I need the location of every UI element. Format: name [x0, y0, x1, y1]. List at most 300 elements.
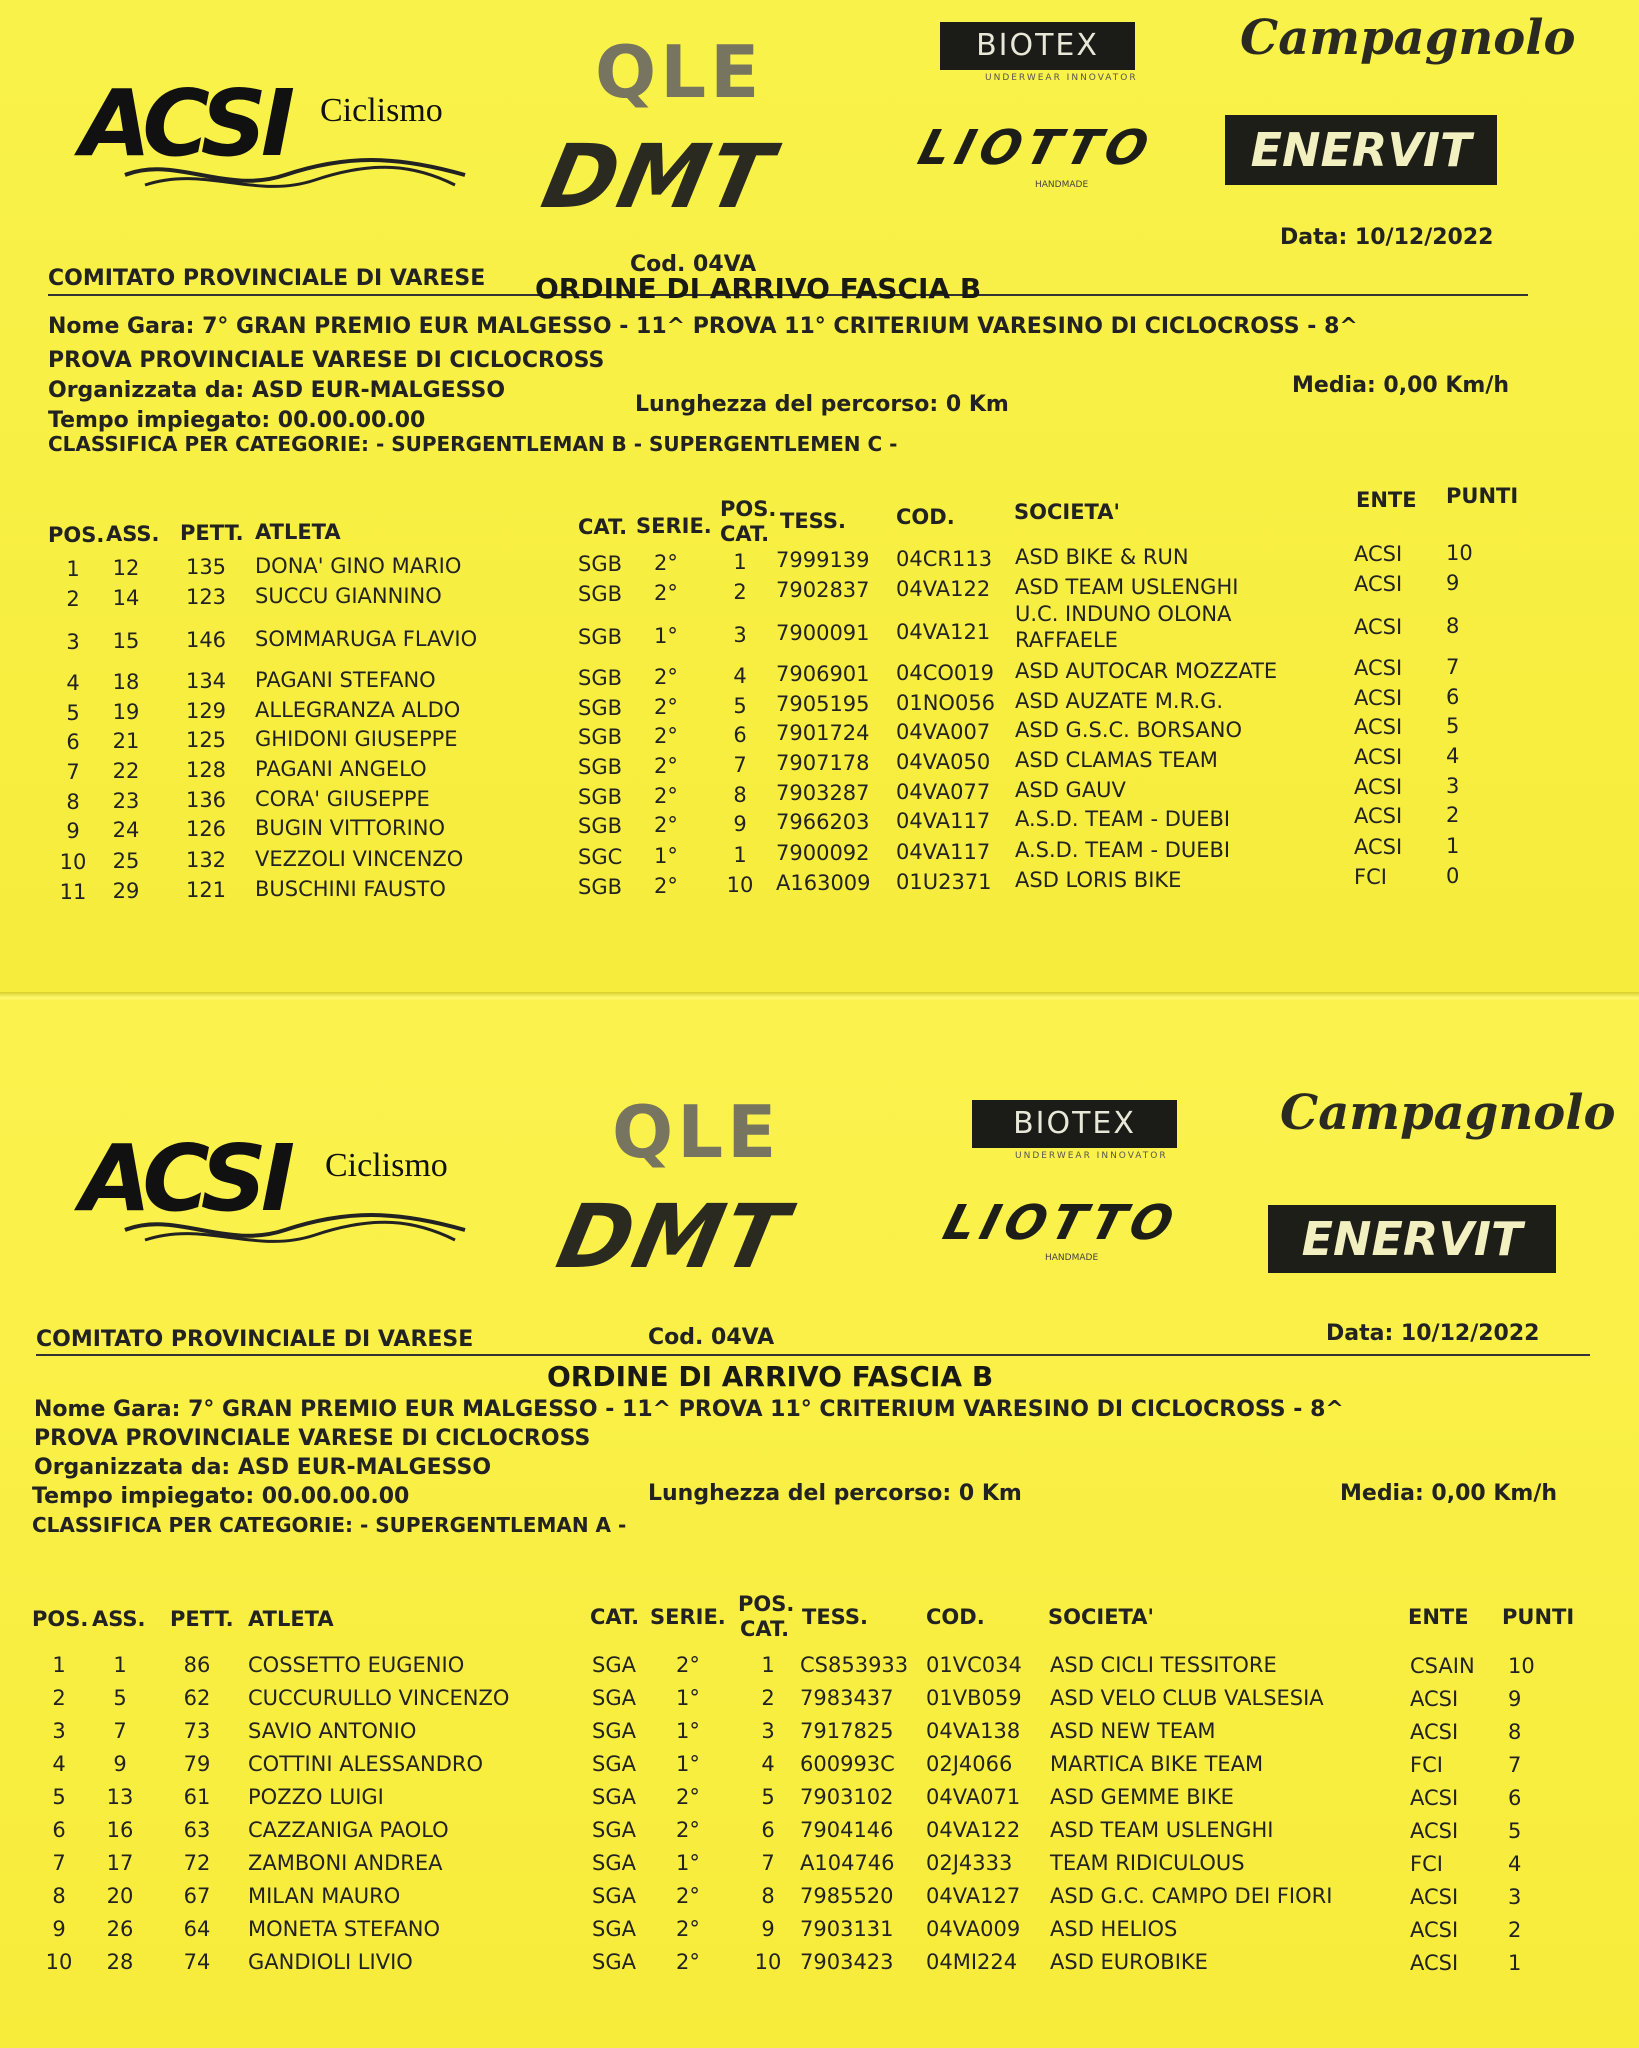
dmt-logo: DMT [534, 125, 783, 228]
cell-tess: 7999139 [776, 548, 870, 572]
table-row [0, 1917, 1639, 1947]
cell-cod: 04VA122 [896, 577, 991, 601]
cell-cod: 04VA077 [896, 780, 991, 804]
col-pos: POS. [48, 523, 105, 547]
cell-ente: ACSI [1354, 656, 1403, 680]
cell-atleta: SUCCU GIANNINO [255, 584, 442, 608]
cell-tess: 600993C [800, 1752, 895, 1776]
cell-tess: 7904146 [800, 1818, 894, 1842]
cell-tess: 7985520 [800, 1884, 894, 1908]
cell-poscat: 10 [754, 1950, 782, 1974]
cell-pos: 10 [45, 1950, 73, 1974]
date-label: Data: 10/12/2022 [1326, 1321, 1540, 1346]
cell-punti: 7 [1508, 1753, 1522, 1777]
cell-cod: 01NO056 [896, 691, 996, 715]
cell-cat: SGA [592, 1851, 636, 1875]
cell-ass: 25 [112, 849, 140, 873]
cell-punti: 7 [1446, 655, 1460, 679]
length-label: Lunghezza del percorso: 0 Km [648, 1481, 1022, 1506]
cell-cod: 04VA050 [896, 750, 991, 774]
cell-serie: 1° [676, 1719, 700, 1743]
cell-societa: ASD TEAM USLENGHI [1015, 575, 1239, 599]
col-cod: COD. [896, 505, 955, 529]
col-tess: TESS. [780, 509, 846, 533]
cell-cat: SGA [592, 1950, 636, 1974]
cell-ass: 13 [106, 1785, 134, 1809]
cell-punti: 0 [1446, 864, 1460, 888]
cell-atleta: SAVIO ANTONIO [248, 1719, 417, 1743]
cell-ente: ACSI [1354, 835, 1403, 859]
date-label: Data: 10/12/2022 [1280, 225, 1494, 250]
cell-serie: 2° [676, 1884, 700, 1908]
cell-poscat: 2 [761, 1686, 775, 1710]
cell-tess: A163009 [776, 871, 871, 895]
enervit-logo: ENERVIT [1225, 115, 1497, 185]
cell-tess: 7907178 [776, 751, 870, 775]
cell-punti: 1 [1446, 834, 1460, 858]
header-rule [36, 1354, 1590, 1356]
race-name-line1: Nome Gara: 7° GRAN PREMIO EUR MALGESSO - 11^ PROVA 11° CRITERIUM VARESINO DI CICLOCROSS - 8^ [48, 314, 1358, 339]
col-poscat-1: POS. [738, 1592, 795, 1616]
cell-ass: 21 [112, 729, 140, 753]
cell-serie: 1° [654, 624, 678, 648]
cell-atleta: BUGIN VITTORINO [255, 816, 446, 840]
cell-serie: 2° [676, 1950, 700, 1974]
col-poscat-2: CAT. [740, 1617, 790, 1641]
cell-poscat: 2 [733, 580, 747, 604]
cell-punti: 1 [1508, 1951, 1522, 1975]
cell-tess: 7966203 [776, 810, 870, 834]
table-row [0, 571, 1639, 611]
cell-serie: 1° [654, 844, 678, 868]
cell-cod: 04VA007 [896, 720, 991, 744]
cell-ente: ACSI [1354, 715, 1403, 739]
cell-cat: SGB [578, 785, 623, 809]
col-pos: POS. [32, 1607, 89, 1631]
cell-pett: 128 [185, 758, 227, 782]
cell-pett: 64 [183, 1917, 211, 1941]
cell-pett: 123 [185, 585, 227, 609]
cell-poscat: 1 [733, 843, 747, 867]
cell-ente: ACSI [1354, 775, 1403, 799]
cell-societa: ASD HELIOS [1050, 1917, 1178, 1941]
average-speed-label: Media: 0,00 Km/h [1292, 373, 1510, 398]
cell-cod: 02J4066 [926, 1752, 1013, 1776]
cell-ente: ACSI [1354, 542, 1403, 566]
cell-pos: 7 [52, 1851, 66, 1875]
cell-atleta: POZZO LUIGI [248, 1785, 384, 1809]
cell-serie: 2° [654, 754, 678, 778]
cod-label: Cod. 04VA [630, 252, 757, 277]
cell-cat: SGA [592, 1653, 636, 1677]
cell-pett: 86 [183, 1653, 211, 1677]
cell-ente: ACSI [1410, 1819, 1459, 1843]
cell-pos: 9 [52, 1917, 66, 1941]
col-cat: CAT. [578, 515, 628, 539]
table-row [0, 1785, 1639, 1815]
cell-societa: U.C. INDUNO OLONA [1015, 602, 1232, 626]
cell-societa: ASD CLAMAS TEAM [1015, 748, 1218, 772]
cell-punti: 9 [1508, 1687, 1522, 1711]
cell-serie: 1° [676, 1752, 700, 1776]
table-row [0, 1719, 1639, 1749]
category-classification-label: CLASSIFICA PER CATEGORIE: - SUPERGENTLEMAN A - [32, 1513, 627, 1537]
cell-tess: 7901724 [776, 721, 870, 745]
cell-ente: ACSI [1410, 1786, 1459, 1810]
cell-cat: SGB [578, 625, 623, 649]
cell-cat: SGB [578, 666, 623, 690]
cell-punti: 10 [1446, 541, 1473, 565]
cell-pett: 129 [185, 699, 227, 723]
cell-punti: 6 [1446, 685, 1460, 709]
cell-pos: 1 [52, 1653, 66, 1677]
cell-pett: 62 [183, 1686, 211, 1710]
cell-atleta: MILAN MAURO [248, 1884, 401, 1908]
cell-ente: ACSI [1410, 1720, 1459, 1744]
cell-ass: 19 [112, 700, 140, 724]
cell-punti: 8 [1508, 1720, 1522, 1744]
cell-tess: A104746 [800, 1851, 895, 1875]
cell-ente: ACSI [1354, 572, 1403, 596]
time-label: Tempo impiegato: 00.00.00.00 [48, 408, 426, 433]
ale-logo: QLE [595, 30, 764, 114]
cell-societa: ASD BIKE & RUN [1015, 545, 1189, 569]
cell-pett: 126 [185, 817, 227, 841]
col-serie: SERIE. [636, 514, 712, 538]
cell-tess: 7905195 [776, 692, 870, 716]
cell-atleta: PAGANI STEFANO [255, 668, 436, 692]
col-punti: PUNTI [1446, 484, 1519, 508]
cell-serie: 2° [676, 1917, 700, 1941]
col-pett: PETT. [170, 1607, 234, 1631]
cell-punti: 2 [1508, 1918, 1522, 1942]
cell-cod: 01VB059 [926, 1686, 1022, 1710]
cell-atleta: BUSCHINI FAUSTO [255, 877, 446, 901]
cell-ente: CSAIN [1410, 1654, 1475, 1678]
cell-pett: 79 [183, 1752, 211, 1776]
cell-serie: 2° [654, 695, 678, 719]
col-serie: SERIE. [650, 1605, 726, 1629]
cell-serie: 2° [676, 1653, 700, 1677]
cell-pett: 73 [183, 1719, 211, 1743]
biotex-logo: BIOTEX [940, 22, 1135, 70]
cell-punti: 6 [1508, 1786, 1522, 1810]
col-ente: ENTE [1408, 1605, 1469, 1629]
col-atleta: ATLETA [248, 1607, 334, 1631]
cell-cod: 04VA117 [896, 840, 991, 864]
cell-cod: 04VA122 [926, 1818, 1021, 1842]
cell-poscat: 5 [761, 1785, 775, 1809]
cell-ente: ACSI [1410, 1951, 1459, 1975]
comitato-label: COMITATO PROVINCIALE DI VARESE [36, 1327, 474, 1352]
table-row [0, 1653, 1639, 1683]
cell-pos: 8 [52, 1884, 66, 1908]
cell-cat: SGB [578, 875, 623, 899]
cell-societa: ASD VELO CLUB VALSESIA [1050, 1686, 1324, 1710]
cell-ass: 23 [112, 789, 140, 813]
cell-cod: 04VA138 [926, 1719, 1021, 1743]
cell-ass: 18 [112, 670, 140, 694]
cell-cod: 02J4333 [926, 1851, 1013, 1875]
cell-cod: 04CO019 [896, 661, 994, 685]
cell-ass: 20 [106, 1884, 134, 1908]
cell-poscat: 10 [726, 873, 754, 897]
cell-cat: SGB [578, 552, 623, 576]
cell-atleta: SOMMARUGA FLAVIO [255, 627, 478, 651]
cell-pos: 4 [52, 1752, 66, 1776]
cell-punti: 3 [1508, 1885, 1522, 1909]
cell-pett: 74 [183, 1950, 211, 1974]
cell-cat: SGA [592, 1752, 636, 1776]
cell-cat: SGA [592, 1785, 636, 1809]
cell-atleta: MONETA STEFANO [248, 1917, 441, 1941]
cell-cod: 04CR113 [896, 547, 993, 571]
cell-serie: 2° [676, 1785, 700, 1809]
cell-pos: 5 [52, 1785, 66, 1809]
cell-cat: SGA [592, 1686, 636, 1710]
cell-ass: 15 [112, 629, 140, 653]
cell-societa: ASD AUTOCAR MOZZATE [1015, 659, 1278, 683]
cell-cat: SGA [592, 1884, 636, 1908]
cell-cod: 04VA071 [926, 1785, 1021, 1809]
cell-tess: 7903131 [800, 1917, 894, 1941]
cell-societa: ASD G.C. CAMPO DEI FIORI [1050, 1884, 1333, 1908]
cell-tess: 7906901 [776, 662, 870, 686]
campagnolo-logo: Campagnolo [1240, 10, 1576, 66]
cell-atleta: COSSETTO EUGENIO [248, 1653, 465, 1677]
cell-serie: 2° [654, 551, 678, 575]
cell-punti: 2 [1446, 803, 1460, 827]
cell-societa: A.S.D. TEAM - DUEBI [1015, 838, 1231, 862]
cell-cat: SGC [578, 845, 623, 869]
cell-pett: 61 [183, 1785, 211, 1809]
cell-tess: 7983437 [800, 1686, 894, 1710]
cell-cod: 01U2371 [896, 870, 992, 894]
cell-ente: FCI [1410, 1852, 1443, 1876]
table-row [0, 864, 1639, 904]
cell-ente: FCI [1410, 1753, 1443, 1777]
col-cat: CAT. [590, 1605, 640, 1629]
col-tess: TESS. [802, 1605, 868, 1629]
cell-pett: 121 [185, 878, 227, 902]
cell-poscat: 6 [761, 1818, 775, 1842]
cell-poscat: 6 [733, 723, 747, 747]
cell-cod: 04VA009 [926, 1917, 1021, 1941]
cell-punti: 10 [1508, 1654, 1535, 1678]
table-row [0, 1752, 1639, 1782]
table-row [0, 602, 1639, 654]
cell-poscat: 5 [733, 694, 747, 718]
cell-pos: 3 [52, 1719, 66, 1743]
cell-tess: 7900092 [776, 841, 870, 865]
cell-cod: 04MI224 [926, 1950, 1018, 1974]
cell-pos: 2 [52, 1686, 66, 1710]
cell-pos: 10 [59, 850, 87, 874]
cell-tess: 7917825 [800, 1719, 894, 1743]
cell-atleta: COTTINI ALESSANDRO [248, 1752, 483, 1776]
cell-pos: 5 [66, 701, 80, 725]
cell-poscat: 9 [761, 1917, 775, 1941]
cell-ente: ACSI [1410, 1885, 1459, 1909]
organizer-label: Organizzata da: ASD EUR-MALGESSO [48, 378, 506, 403]
cell-cat: SGB [578, 814, 623, 838]
cell-punti: 8 [1446, 614, 1460, 638]
cell-pos: 4 [66, 671, 80, 695]
cell-atleta: CORA' GIUSEPPE [255, 787, 430, 811]
cell-ente: ACSI [1354, 804, 1403, 828]
biotex-logo: BIOTEX [972, 1100, 1177, 1148]
cell-societa: ASD LORIS BIKE [1015, 868, 1182, 892]
cell-poscat: 8 [761, 1884, 775, 1908]
cell-ass: 7 [113, 1719, 127, 1743]
cell-ass: 26 [106, 1917, 134, 1941]
ale-logo: QLE [612, 1090, 781, 1174]
table-row [0, 834, 1639, 874]
acsi-swirl-icon [115, 1205, 475, 1255]
cell-atleta: GHIDONI GIUSEPPE [255, 727, 458, 751]
cell-poscat: 8 [733, 783, 747, 807]
cell-ass: 24 [112, 818, 140, 842]
cell-societa: A.S.D. TEAM - DUEBI [1015, 807, 1231, 831]
cell-poscat: 1 [733, 550, 747, 574]
cell-societa: ASD EUROBIKE [1050, 1950, 1208, 1974]
cell-ente: ACSI [1354, 615, 1403, 639]
cell-atleta: ZAMBONI ANDREA [248, 1851, 443, 1875]
race-name-line2: PROVA PROVINCIALE VARESE DI CICLOCROSS [48, 348, 605, 373]
cell-poscat: 3 [733, 623, 747, 647]
cell-ente: ACSI [1410, 1918, 1459, 1942]
liotto-logo: LIOTTO [937, 1195, 1186, 1251]
dmt-logo: DMT [549, 1185, 798, 1288]
col-punti: PUNTI [1502, 1605, 1575, 1629]
cell-cat: SGA [592, 1818, 636, 1842]
cell-cod: 04VA117 [896, 809, 991, 833]
cell-cat: SGB [578, 725, 623, 749]
time-label: Tempo impiegato: 00.00.00.00 [32, 1484, 410, 1509]
col-poscat-1: POS. [720, 497, 777, 521]
cell-serie: 1° [676, 1851, 700, 1875]
acsi-logo-text: ACSI [80, 70, 290, 177]
cell-pos: 6 [52, 1818, 66, 1842]
cell-pos: 3 [66, 630, 80, 654]
cell-pos: 11 [59, 880, 87, 904]
col-pett: PETT. [180, 521, 244, 545]
col-cod: COD. [926, 1605, 985, 1629]
cell-atleta: DONA' GINO MARIO [255, 554, 462, 578]
page-title: ORDINE DI ARRIVO FASCIA B [535, 272, 982, 305]
cell-societa: ASD GAUV [1015, 778, 1126, 802]
cell-poscat: 7 [733, 753, 747, 777]
col-ente: ENTE [1356, 488, 1417, 512]
cell-punti: 4 [1508, 1852, 1522, 1876]
cell-ass: 1 [113, 1653, 127, 1677]
cell-tess: 7903423 [800, 1950, 894, 1974]
cell-ass: 12 [112, 556, 140, 580]
cell-atleta: VEZZOLI VINCENZO [255, 847, 464, 871]
cell-cat: SGB [578, 696, 623, 720]
cell-societa: MARTICA BIKE TEAM [1050, 1752, 1264, 1776]
cell-pett: 67 [183, 1884, 211, 1908]
cell-ass: 28 [106, 1950, 134, 1974]
results-sheet-fascia-b-sga [0, 1000, 1639, 2048]
cell-societa-line2: RAFFAELE [1015, 628, 1118, 652]
table-row [0, 1950, 1639, 1980]
cell-ente: ACSI [1354, 745, 1403, 769]
cell-cat: SGB [578, 582, 623, 606]
acsi-ciclismo-logo [75, 70, 475, 200]
cell-atleta: CAZZANIGA PAOLO [248, 1818, 449, 1842]
cell-serie: 2° [654, 874, 678, 898]
cell-punti: 5 [1446, 714, 1460, 738]
comitato-label: COMITATO PROVINCIALE DI VARESE [48, 266, 486, 291]
results-sheet-fascia-b-sgb [0, 0, 1639, 1000]
cell-poscat: 4 [733, 664, 747, 688]
cell-punti: 4 [1446, 744, 1460, 768]
cell-cat: SGB [578, 755, 623, 779]
col-societa: SOCIETA' [1048, 1605, 1154, 1629]
cell-poscat: 1 [761, 1653, 775, 1677]
cell-cat: SGA [592, 1719, 636, 1743]
table-row [0, 1686, 1639, 1716]
cell-cat: SGA [592, 1917, 636, 1941]
cell-cod: 04VA121 [896, 620, 991, 644]
cell-tess: 7900091 [776, 621, 870, 645]
cell-poscat: 7 [761, 1851, 775, 1875]
organizer-label: Organizzata da: ASD EUR-MALGESSO [34, 1455, 492, 1480]
cell-cod: 04VA127 [926, 1884, 1021, 1908]
cell-pos: 1 [66, 557, 80, 581]
cell-pett: 125 [185, 728, 227, 752]
enervit-logo: ENERVIT [1268, 1205, 1556, 1273]
cell-societa: ASD G.S.C. BORSANO [1015, 718, 1242, 742]
table-row [0, 1818, 1639, 1848]
col-ass: ASS. [92, 1607, 146, 1631]
cell-pett: 146 [185, 628, 227, 652]
cell-pett: 132 [185, 848, 227, 872]
liotto-tagline: HANDMADE [1045, 1253, 1099, 1263]
cell-poscat: 3 [761, 1719, 775, 1743]
cell-tess: 7903102 [800, 1785, 894, 1809]
cell-tess: 7903287 [776, 781, 870, 805]
cell-pett: 134 [185, 669, 227, 693]
cell-tess: CS853933 [800, 1653, 909, 1677]
cell-pos: 6 [66, 730, 80, 754]
cell-atleta: CUCCURULLO VINCENZO [248, 1686, 510, 1710]
liotto-tagline: HANDMADE [1035, 180, 1089, 190]
acsi-logo-text: ACSI [80, 1125, 290, 1232]
cell-ente: ACSI [1410, 1687, 1459, 1711]
cell-ass: 16 [106, 1818, 134, 1842]
cell-ass: 29 [112, 879, 140, 903]
cell-ente: ACSI [1354, 686, 1403, 710]
cell-societa: ASD GEMME BIKE [1050, 1785, 1234, 1809]
cell-serie: 2° [654, 665, 678, 689]
ciclismo-logo-text: Ciclismo [325, 1147, 448, 1184]
col-poscat-2: CAT. [720, 522, 770, 546]
cell-serie: 2° [654, 813, 678, 837]
table-row [0, 1851, 1639, 1881]
average-speed-label: Media: 0,00 Km/h [1340, 1481, 1558, 1506]
cell-ass: 5 [113, 1686, 127, 1710]
cell-atleta: ALLEGRANZA ALDO [255, 698, 461, 722]
cell-ass: 17 [106, 1851, 134, 1875]
cell-pos: 7 [66, 760, 80, 784]
cell-atleta: PAGANI ANGELO [255, 757, 427, 781]
category-classification-label: CLASSIFICA PER CATEGORIE: - SUPERGENTLEMAN B - SUPERGENTLEMEN C - [48, 432, 898, 456]
cell-serie: 2° [654, 724, 678, 748]
cell-serie: 2° [676, 1818, 700, 1842]
cell-punti: 9 [1446, 571, 1460, 595]
